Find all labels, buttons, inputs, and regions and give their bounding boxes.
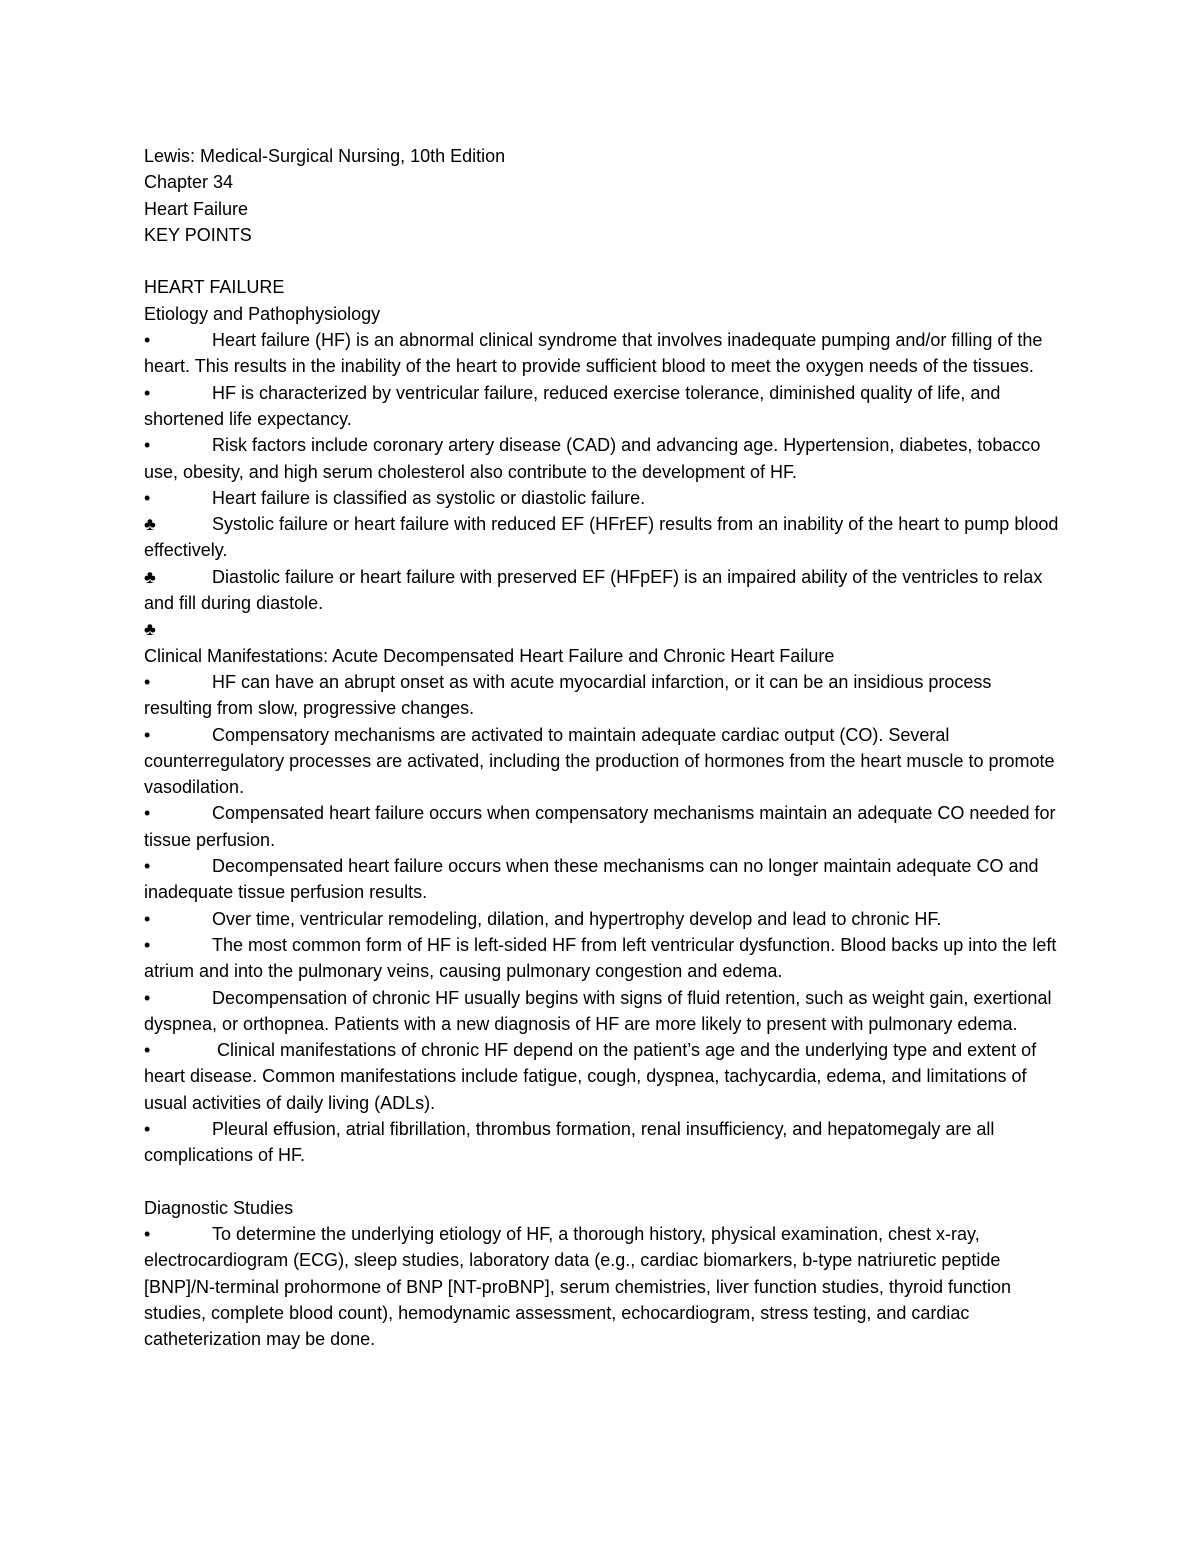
bullet-icon: •	[144, 382, 151, 403]
list-item	[144, 616, 1064, 642]
bullet-icon: •	[144, 671, 151, 692]
bullet-icon: •	[144, 803, 151, 824]
list-item-text: Clinical manifestations of chronic HF depend on the patient’s age and the underlying type and extent of heart disease. Common manifestations include fatigue, cough, dyspnea, tachycardia, edema, and limitations of usual activities of daily living (ADLs).	[144, 1040, 1037, 1113]
list-item-text: Diastolic failure or heart failure with preserved EF (HFpEF) is an impaired ability of the ventricles to relax and fill during diastole.	[144, 566, 1043, 614]
list-item	[144, 564, 1064, 617]
club-bullet-icon: ♣	[144, 566, 156, 587]
chapter-title: Heart Failure	[144, 198, 249, 219]
list-item	[144, 1221, 1064, 1352]
section-heading: HEART FAILURE	[144, 277, 285, 298]
list-item-text: Compensatory mechanisms are activated to maintain adequate cardiac output (CO). Several counterregulatory processes are activated, including the production of hormones from the heart muscle to promote vasodilation.	[144, 724, 1055, 798]
manifestations-list	[144, 669, 1064, 1169]
bullet-icon: •	[144, 1040, 151, 1061]
list-item	[144, 985, 1064, 1038]
club-bullet-icon: ♣	[144, 514, 156, 535]
bullet-icon: •	[144, 908, 151, 929]
list-item-text: HF can have an abrupt onset as with acute myocardial infarction, or it can be an insidious process resulting from slow, progressive changes.	[144, 671, 992, 719]
bullet-icon: •	[144, 435, 151, 456]
list-item	[144, 669, 1064, 722]
list-item-text: To determine the underlying etiology of HF, a thorough history, physical examination, chest x-ray, electrocardiogram (ECG), sleep studies, laboratory data (e.g., cardiac biomarkers, b-type natriuretic peptide [BNP]/N-terminal prohormone of BNP [NT-proBNP], serum chemistries, liver function studies, thyroid function studies, complete blood count), hemodynamic assessment, echocardiogram, stress testing, and cardiac catheterization may be done.	[144, 1224, 1011, 1350]
bullet-icon: •	[144, 330, 151, 351]
list-item-text: Over time, ventricular remodeling, dilation, and hypertrophy develop and lead to chronic HF.	[212, 908, 942, 929]
diagnostics-list	[144, 1221, 1064, 1352]
list-item	[144, 932, 1064, 985]
section-subheading: Etiology and Pathophysiology	[144, 303, 381, 324]
list-item-text: The most common form of HF is left-sided HF from left ventricular dysfunction. Blood backs up into the left atrium and into the pulmonary veins, causing pulmonary congestion and edema.	[144, 934, 1057, 982]
list-item	[144, 800, 1064, 853]
bullet-icon: •	[144, 1118, 151, 1139]
list-item-text: Heart failure is classified as systolic or diastolic failure.	[212, 487, 646, 508]
list-item	[144, 327, 1064, 380]
list-item-text: HF is characterized by ventricular failure, reduced exercise tolerance, diminished quality of life, and shortened life expectancy.	[144, 382, 1001, 429]
list-item-text: Decompensated heart failure occurs when these mechanisms can no longer maintain adequate CO and inadequate tissue perfusion results.	[144, 856, 1039, 903]
list-item-text: Systolic failure or heart failure with reduced EF (HFrEF) results from an inability of the heart to pump blood effectively.	[144, 514, 1059, 561]
book-title: Lewis: Medical-Surgical Nursing, 10th Edition	[144, 146, 506, 166]
list-item	[144, 485, 1064, 511]
list-item-text: Risk factors include coronary artery disease (CAD) and advancing age. Hypertension, diabetes, tobacco use, obesity, and high serum cholesterol also contribute to the development of HF.	[144, 435, 1041, 482]
document-body	[144, 143, 1064, 1353]
doc-kind: KEY POINTS	[144, 224, 252, 245]
list-item	[144, 1116, 1064, 1169]
list-item	[144, 511, 1064, 564]
club-bullet-icon: ♣	[144, 619, 156, 640]
list-item-text: Heart failure (HF) is an abnormal clinical syndrome that involves inadequate pumping and/or filling of the heart. This results in the inability of the heart to provide sufficient blood to meet the oxygen needs of the tissues.	[144, 330, 1043, 377]
list-item-text: Compensated heart failure occurs when compensatory mechanisms maintain an adequate CO needed for tissue perfusion.	[144, 803, 1056, 850]
spacer	[144, 1169, 1064, 1195]
bullet-icon: •	[144, 487, 151, 508]
bullet-icon: •	[144, 856, 151, 877]
chapter-number: Chapter 34	[144, 172, 234, 193]
bullet-icon: •	[144, 934, 151, 955]
list-item	[144, 906, 1064, 932]
list-item	[144, 380, 1064, 433]
section-heading: Clinical Manifestations: Acute Decompensated Heart Failure and Chronic Heart Failure	[144, 645, 835, 666]
list-item	[144, 1037, 1064, 1116]
bullet-icon: •	[144, 987, 151, 1008]
list-item	[144, 432, 1064, 485]
list-item	[144, 722, 1064, 801]
list-item-text: Pleural effusion, atrial fibrillation, thrombus formation, renal insufficiency, and hepatomegaly are all complications of HF.	[144, 1118, 995, 1166]
list-item	[144, 853, 1064, 906]
list-item-text: Decompensation of chronic HF usually begins with signs of fluid retention, such as weight gain, exertional dyspnea, or orthopnea. Patients with a new diagnosis of HF are more likely to present with pulmonary edema.	[144, 987, 1052, 1034]
bullet-icon: •	[144, 1224, 151, 1245]
spacer	[144, 248, 1064, 274]
bullet-icon: •	[144, 724, 151, 745]
etiology-list	[144, 327, 1064, 643]
section-heading: Diagnostic Studies	[144, 1197, 294, 1218]
